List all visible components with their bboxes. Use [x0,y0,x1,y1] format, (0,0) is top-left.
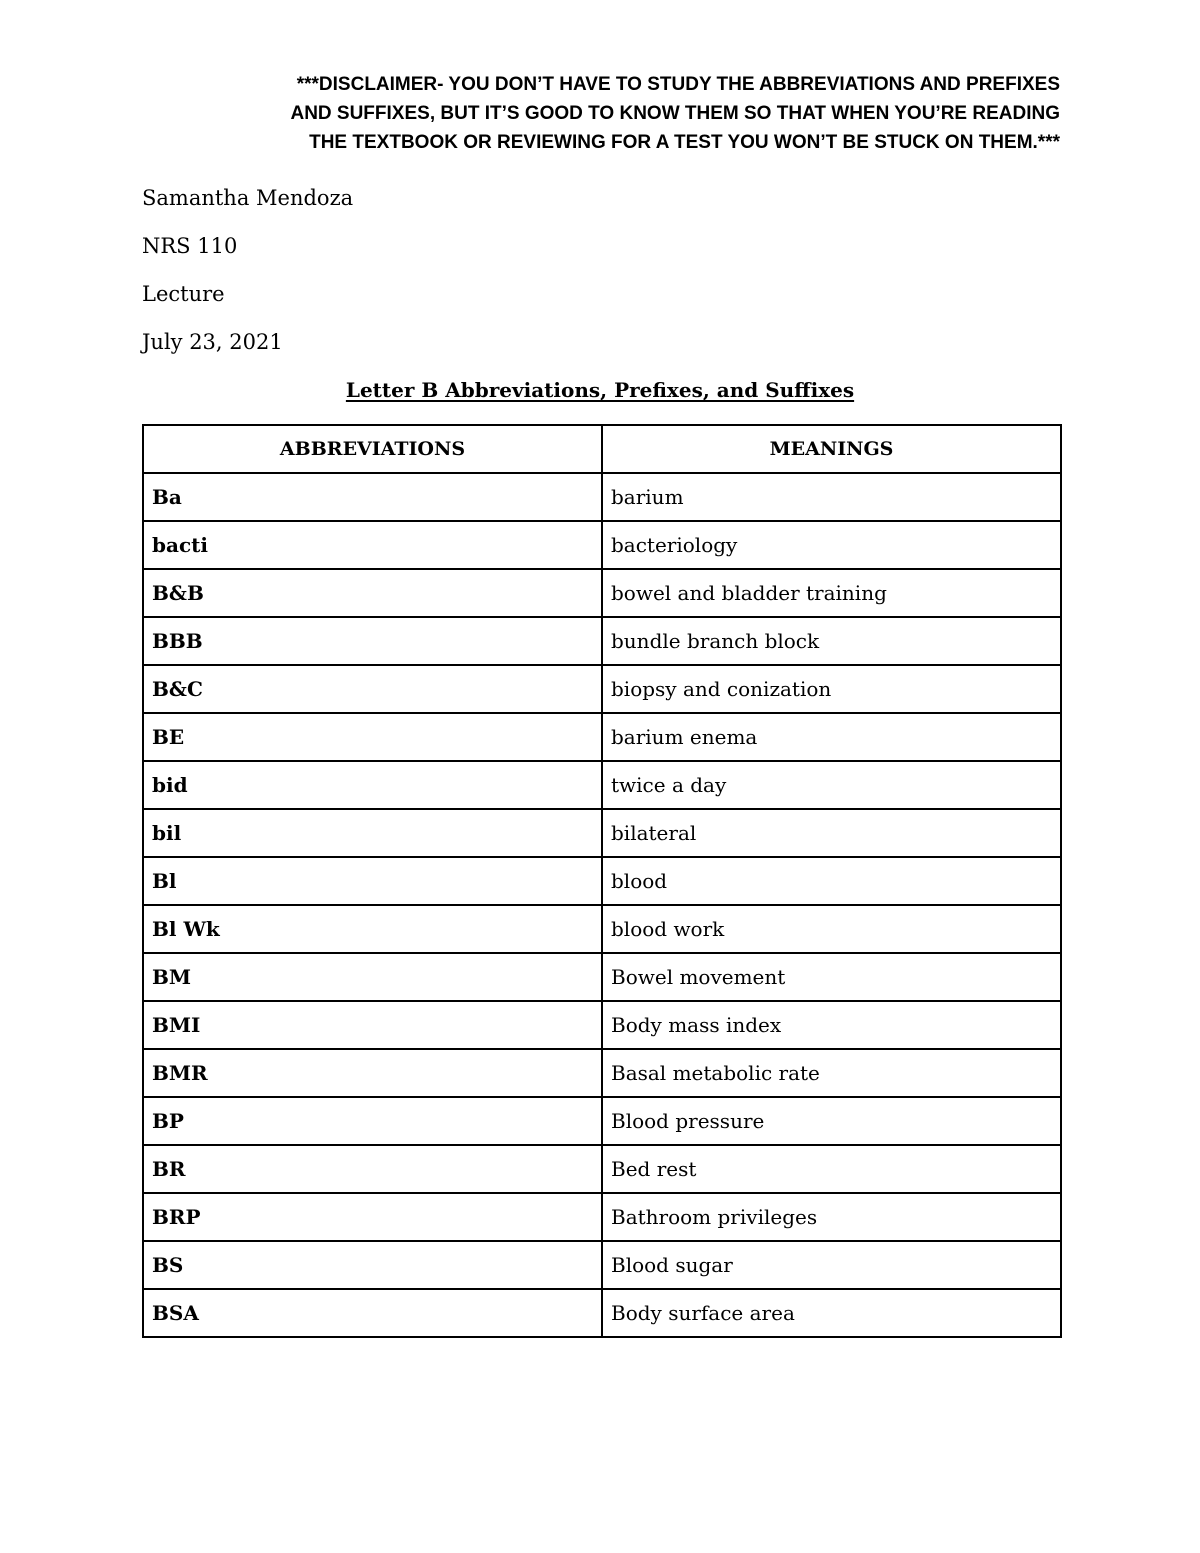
table-body [143,473,1061,1337]
abbreviation-cell: bil [143,809,602,857]
meaning-cell: bundle branch block [602,617,1061,665]
abbreviation-cell: BMR [143,1049,602,1097]
meaning-cell: twice a day [602,761,1061,809]
table-row [143,713,1061,761]
meaning-cell: barium [602,473,1061,521]
disclaimer-line: AND SUFFIXES, BUT IT’S GOOD TO KNOW THEM SO THAT WHEN YOU’RE READING [290,103,1060,124]
document-date: July 23, 2021 [142,330,283,354]
abbreviation-cell: BR [143,1145,602,1193]
abbreviation-cell: bacti [143,521,602,569]
abbreviation-cell: BS [143,1241,602,1289]
table-row [143,953,1061,1001]
table-row [143,1145,1061,1193]
abbreviation-cell: Bl [143,857,602,905]
table-row [143,665,1061,713]
table-row [143,1097,1061,1145]
student-name: Samantha Mendoza [142,186,354,210]
disclaimer-line: ***DISCLAIMER- YOU DON’T HAVE TO STUDY THE ABBREVIATIONS AND PREFIXES [296,74,1060,95]
table-row [143,1001,1061,1049]
table-row [143,1049,1061,1097]
meaning-cell: Bed rest [602,1145,1061,1193]
abbreviation-cell: bid [143,761,602,809]
abbreviation-cell: BE [143,713,602,761]
meaning-cell: blood work [602,905,1061,953]
document-title: Letter B Abbreviations, Prefixes, and Suffixes [345,378,855,402]
abbreviation-cell: B&B [143,569,602,617]
meaning-cell: Bathroom privileges [602,1193,1061,1241]
abbreviation-cell: BRP [143,1193,602,1241]
meaning-cell: bacteriology [602,521,1061,569]
table-row [143,1289,1061,1337]
meaning-cell: barium enema [602,713,1061,761]
meaning-cell: Blood pressure [602,1097,1061,1145]
table-row [143,617,1061,665]
meaning-cell: blood [602,857,1061,905]
disclaimer [140,70,1060,157]
disclaimer-line: THE TEXTBOOK OR REVIEWING FOR A TEST YOU WON’T BE STUCK ON THEM.*** [309,132,1060,153]
meaning-cell: Bowel movement [602,953,1061,1001]
table-row [143,761,1061,809]
abbreviation-cell: B&C [143,665,602,713]
meaning-cell: Body surface area [602,1289,1061,1337]
session-type: Lecture [142,282,225,306]
meaning-cell: bilateral [602,809,1061,857]
meaning-cell: bowel and bladder training [602,569,1061,617]
meaning-cell: Body mass index [602,1001,1061,1049]
abbreviation-cell: Bl Wk [143,905,602,953]
column-header-meanings: MEANINGS [602,425,1061,473]
meaning-cell: biopsy and conization [602,665,1061,713]
abbreviation-cell: BP [143,1097,602,1145]
table-row [143,905,1061,953]
table-row [143,857,1061,905]
course-code: NRS 110 [142,234,238,258]
table-row [143,521,1061,569]
abbreviation-cell: BMI [143,1001,602,1049]
table-header-row [143,425,1061,473]
abbreviation-cell: BSA [143,1289,602,1337]
abbreviation-cell: BM [143,953,602,1001]
meaning-cell: Blood sugar [602,1241,1061,1289]
table-row [143,1241,1061,1289]
abbreviation-cell: BBB [143,617,602,665]
abbreviation-cell: Ba [143,473,602,521]
meaning-cell: Basal metabolic rate [602,1049,1061,1097]
table-row [143,569,1061,617]
column-header-abbreviations: ABBREVIATIONS [143,425,602,473]
table-row [143,809,1061,857]
table-row [143,473,1061,521]
abbreviations-table [142,424,1062,1338]
table-row [143,1193,1061,1241]
